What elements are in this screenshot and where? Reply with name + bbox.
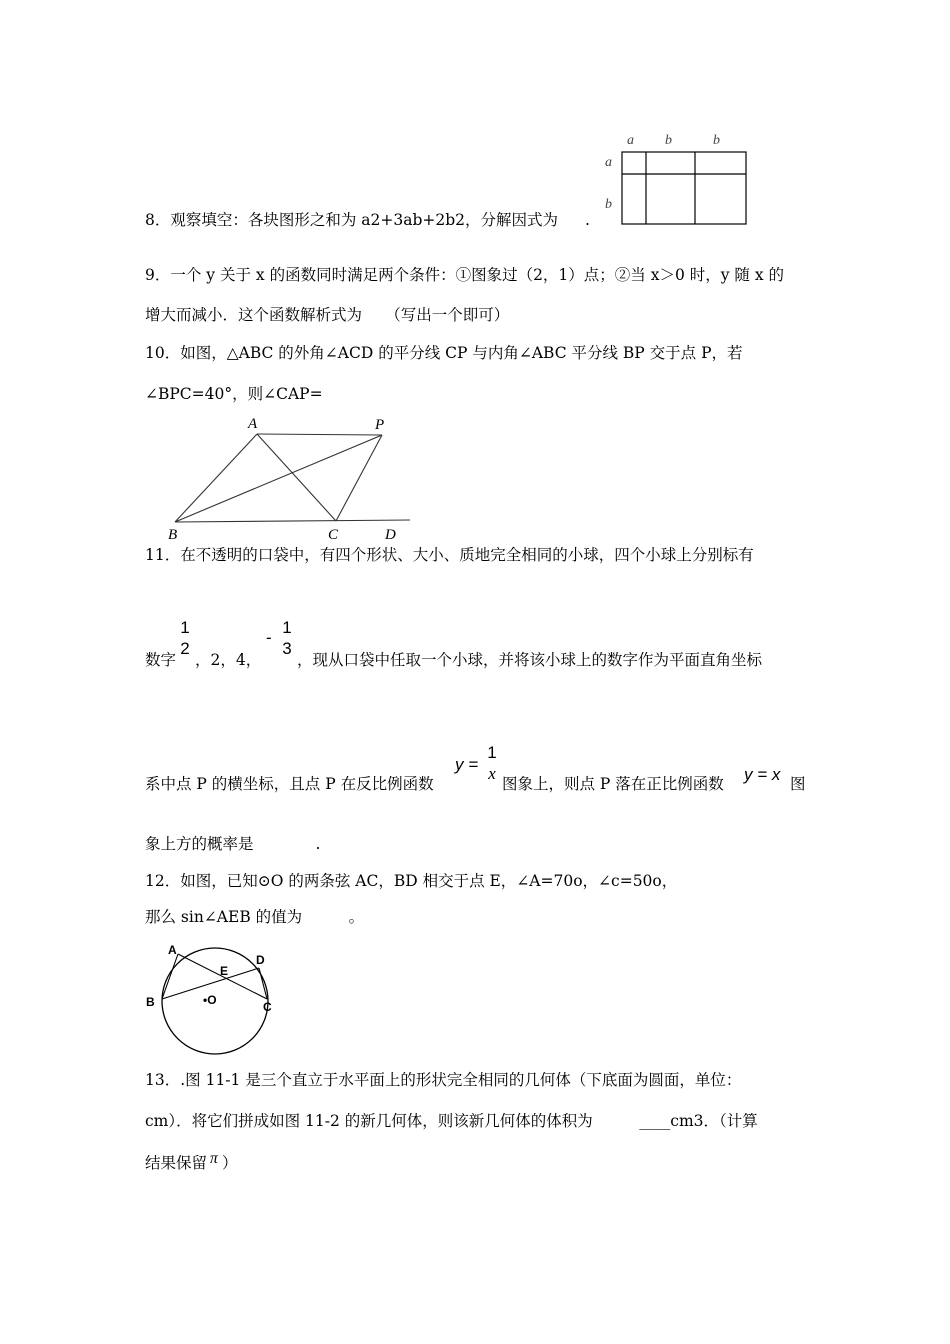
q13-line3: 结果保留: [145, 1154, 208, 1172]
q8-grid-outer: [622, 152, 746, 224]
q10-line1: 10．如图，△ABC 的外角∠ACD 的平分线 CP 与内角∠ABC 平分线 BP 交于点 P，若: [145, 344, 743, 362]
q12-label-B: B: [146, 995, 155, 1009]
q10-line-BP: [175, 435, 382, 522]
q10-triangle-figure: [160, 410, 420, 545]
q12-label-D: D: [256, 953, 265, 967]
q10-line2: ∠BPC=40°，则∠CAP=: [145, 385, 323, 403]
q11-line1: 11．在不透明的口袋中，有四个形状、大小、质地完全相同的小球，四个小球上分别标有: [145, 546, 754, 564]
q11-func-num: 1: [487, 743, 497, 762]
q8-label-top-a: a: [627, 133, 634, 148]
q11-neg-sign: -: [266, 628, 272, 647]
q11-frac2-den: 3: [282, 639, 292, 658]
q11-shuzi: 数字: [145, 651, 177, 669]
q12-circle-figure: [140, 940, 280, 1058]
q11-fraction-1-3: [280, 618, 294, 660]
q11-frac1-num: 1: [180, 618, 190, 637]
q10-label-A: A: [248, 416, 258, 432]
q11-line3-a: 系中点 P 的横坐标，且点 P 在反比例函数: [145, 775, 434, 793]
q12-label-C: C: [263, 1000, 272, 1014]
q11-fraction-1-2: [178, 618, 192, 660]
q8-label-top-b1: b: [665, 133, 672, 148]
q8-label-side-b: b: [605, 197, 612, 212]
q8-area-figure: [596, 128, 756, 228]
q12-line1: 12．如图，已知⊙O 的两条弦 AC，BD 相交于点 E，∠A=70o，∠c=50o，: [145, 872, 678, 890]
q8-label-top-b2: b: [713, 133, 720, 148]
q12-label-E: E: [220, 964, 229, 978]
q10-line-AC: [257, 434, 336, 521]
q10-line-CP: [336, 435, 382, 521]
q11-frac1-den: 2: [180, 639, 190, 658]
q13-line2: cm）．将它们拼成如图 11-2 的新几何体，则该新几何体的体积为 ____cm3．（计算: [145, 1112, 758, 1130]
q10-label-D: D: [385, 527, 396, 543]
q11-func-den: x: [488, 764, 496, 783]
q9-line1: 9．一个 y 关于 x 的函数同时满足两个条件：①图象过（2，1）点；②当 x＞0 时，y 随 x 的: [145, 266, 785, 284]
q11-func-fraction: [484, 743, 500, 785]
q13-line1: 13．.图 11-1 是三个直立于水平面上的形状完全相同的几何体（下底面为圆面，单位：: [145, 1071, 742, 1089]
q11-line3-b: 图象上，则点 P 落在正比例函数: [502, 775, 724, 793]
q11-line2-rest: ，现从口袋中任取一个小球，并将该小球上的数字作为平面直角坐标: [297, 651, 763, 669]
q10-line-BD: [175, 520, 410, 522]
q12-chord-DC: [259, 968, 267, 999]
q12-chord-AB: [162, 954, 178, 999]
q11-line4: 象上方的概率是 .: [145, 835, 321, 853]
q13-pi: π: [210, 1150, 218, 1167]
q11-line3-c: 图: [790, 775, 806, 793]
q12-label-O: •O: [203, 993, 217, 1007]
q13-line3-end: ）: [222, 1154, 238, 1172]
q10-label-B: B: [168, 527, 178, 543]
q12-line2: 那么 sin∠AEB 的值为 。: [145, 908, 365, 926]
q8-dot: .: [585, 211, 590, 229]
q10-line-AP: [257, 434, 382, 435]
q9-line2: 增大而减小．这个函数解析式为 （写出一个即可）: [145, 306, 510, 324]
q10-line-AB: [175, 434, 257, 522]
q10-label-P: P: [375, 417, 385, 433]
q11-func-y-lhs: y =: [455, 755, 479, 774]
q8-label-side-a: a: [605, 155, 612, 170]
q11-mid: ，2，4，: [195, 651, 262, 669]
q11-func-yx: y = x: [744, 765, 781, 784]
q8-text: 8．观察填空：各块图形之和为 a2+3ab+2b2，分解因式为: [145, 211, 559, 229]
q10-label-C: C: [328, 527, 339, 543]
q12-label-A: A: [168, 943, 177, 957]
q11-frac2-num: 1: [282, 618, 292, 637]
